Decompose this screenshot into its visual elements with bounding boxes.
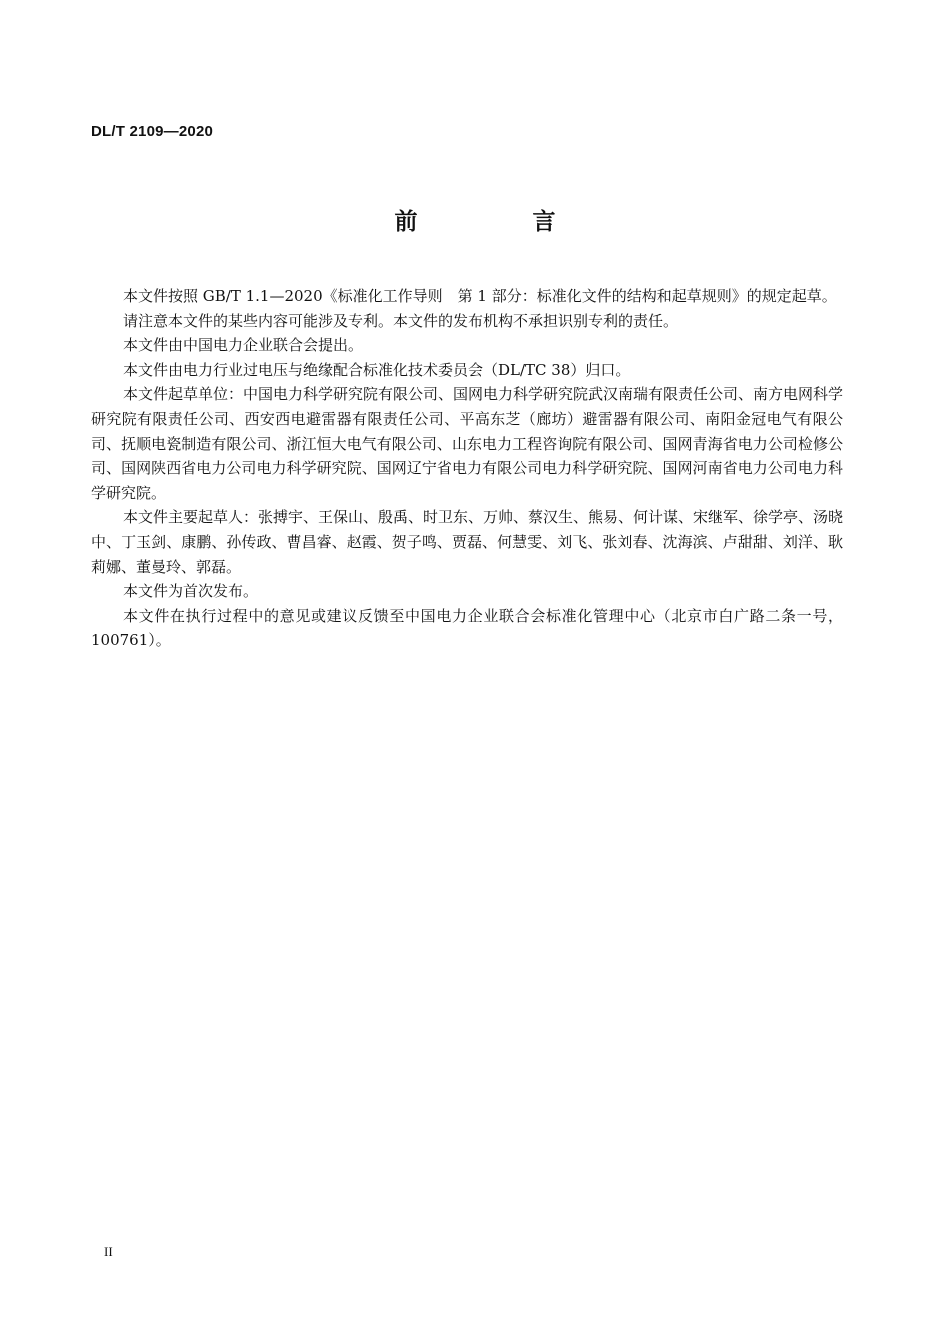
foreword-body <box>91 284 843 653</box>
paragraph-feedback-address: 本文件在执行过程中的意见或建议反馈至中国电力企业联合会标准化管理中心（北京市白广路二条一号，100761）。 <box>91 606 843 650</box>
paragraph-patent-notice: 请注意本文件的某些内容可能涉及专利。本文件的发布机构不承担识别专利的责任。 <box>123 311 679 330</box>
page-number: II <box>104 1244 113 1259</box>
paragraph-technical-committee: 本文件由电力行业过电压与绝缘配合标准化技术委员会（DL/TC 38）归口。 <box>123 360 631 379</box>
page-title: 前 言 <box>394 208 602 235</box>
paragraph-drafting-organizations: 本文件起草单位：中国电力科学研究院有限公司、国网电力科学研究院武汉南瑞有限责任公司、南方电网科学研究院有限责任公司、西安西电避雷器有限责任公司、平高东芝（廊坊）避雷器有限公司、南阳金冠电气有限公司、抚顺电瓷制造有限公司、浙江恒大电气有限公司、山东电力工程咨询院有限公司、国网青海省电力公司检修公司、国网陕西省电力公司电力科学研究院、国网辽宁省电力有限公司电力科学研究院、国网河南省电力公司电力科学研究院。 <box>91 385 844 502</box>
document-code: DL/T 2109—2020 <box>91 123 214 140</box>
paragraph-main-drafters: 本文件主要起草人：张搏宇、王保山、殷禹、时卫东、万帅、蔡汉生、熊易、何计谋、宋继军、徐学亭、汤晓中、丁玉剑、康鹏、孙传政、曹昌睿、赵霞、贺子鸣、贾磊、何慧雯、刘飞、张刘春、沈海滨、卢甜甜、刘洋、耿莉娜、董曼玲、郭磊。 <box>91 508 844 576</box>
paragraph-first-release: 本文件为首次发布。 <box>123 582 259 601</box>
paragraph-proposed-by: 本文件由中国电力企业联合会提出。 <box>123 336 364 355</box>
paragraph-drafting-basis: 本文件按照 GB/T 1.1—2020《标准化工作导则 第 1 部分：标准化文件的结构和起草规则》的规定起草。 <box>123 287 837 305</box>
